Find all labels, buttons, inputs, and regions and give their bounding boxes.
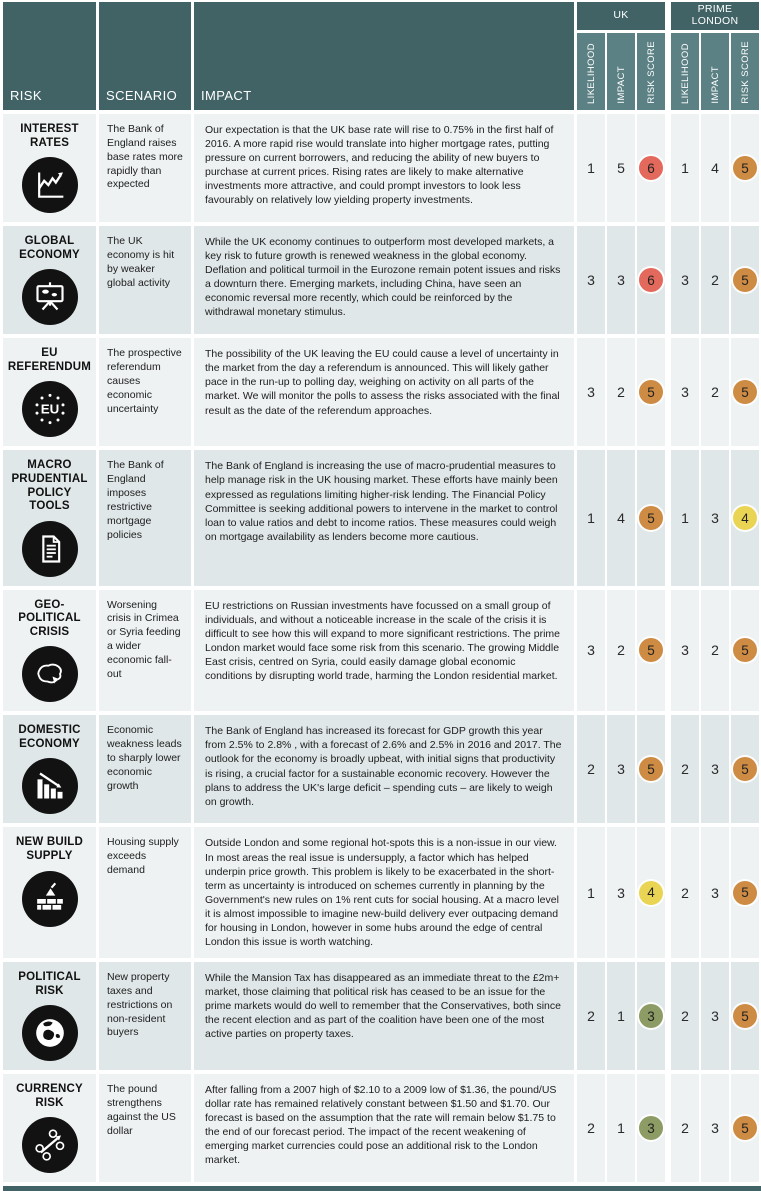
prime-london-risk-score-cell — [731, 114, 759, 222]
prime-london-likelihood-value: 3 — [671, 590, 699, 712]
prime-london-risk-score-badge: 5 — [733, 638, 757, 662]
prime-london-impact-value: 3 — [701, 715, 729, 823]
score-cells — [577, 114, 759, 222]
impact-cell: After falling from a 2007 high of $2.10 to a 2009 low of $1.36, the pound/US dollar rate has remained relatively constant between $1.50 and $1.70. Our forecast is based on the assumption that the rate will remain below $1.75 to the end of our forecast period. The impact of the recent weakening of emerging market currencies could pose an additional risk to the London market. — [194, 1074, 574, 1182]
risk-cell — [3, 962, 96, 1070]
uk-likelihood-value: 2 — [577, 1074, 605, 1182]
prime-london-impact-value: 2 — [701, 590, 729, 712]
uk-risk-score-header: RISK SCORE — [637, 33, 665, 110]
risk-name: EU REFERENDUM — [7, 347, 92, 373]
score-cells — [577, 226, 759, 334]
table-header — [3, 2, 761, 110]
table-row — [3, 226, 761, 334]
uk-subheaders — [577, 33, 665, 110]
table-row — [3, 338, 761, 446]
prime-london-subheaders — [671, 33, 759, 110]
prime-london-risk-score-cell — [731, 715, 759, 823]
prime-london-risk-score-badge: 5 — [733, 380, 757, 404]
prime-london-likelihood-value: 2 — [671, 715, 699, 823]
prime-london-risk-score-cell — [731, 226, 759, 334]
prime-london-impact-value: 2 — [701, 338, 729, 446]
uk-scores — [577, 114, 665, 222]
prime-london-scores — [671, 962, 759, 1070]
bricks-trowel-icon — [22, 871, 78, 927]
scenario-cell: Worsening crisis in Crimea or Syria feeding a wider economic fall-out — [99, 590, 191, 712]
score-cells — [577, 962, 759, 1070]
uk-likelihood-value: 3 — [577, 338, 605, 446]
prime-london-impact-value: 3 — [701, 1074, 729, 1182]
prime-london-scores — [671, 114, 759, 222]
table-row — [3, 450, 761, 585]
score-column-groups — [577, 2, 759, 110]
prime-london-risk-score-badge: 5 — [733, 1116, 757, 1140]
uk-scores — [577, 226, 665, 334]
prime-london-column-group — [671, 2, 759, 110]
uk-risk-score-cell — [637, 114, 665, 222]
prime-london-impact-value: 3 — [701, 827, 729, 958]
column-header-impact — [194, 2, 574, 110]
impact-cell: The possibility of the UK leaving the EU could cause a level of uncertainty in the market from the day a referendum is announced. This will likely gather pace in the run-up to polling day, weighing on activity on all parts of the market. We will monitor the polls to assess the risks associated with the final result as the date of the referendum approaches. — [194, 338, 574, 446]
score-cells — [577, 450, 759, 585]
impact-cell: EU restrictions on Russian investments have focussed on a small group of individuals, and without a noticeable increase in the scale of the crisis it is difficult to see how this will expand to more significant restrictions. The prime London market would face some risk from this scenario. The growing Middle East crisis, centred on Syria, could easily damage global economic conditions by disrupting world trade, harming the London residential market. — [194, 590, 574, 712]
scenario-cell: The UK economy is hit by weaker global activity — [99, 226, 191, 334]
uk-risk-score-badge: 6 — [639, 156, 663, 180]
table-row — [3, 114, 761, 222]
prime-london-likelihood-value: 3 — [671, 226, 699, 334]
prime-london-likelihood-value: 1 — [671, 114, 699, 222]
score-cells — [577, 715, 759, 823]
svg-text:EU: EU — [40, 402, 59, 418]
prime-london-risk-score-header: RISK SCORE — [731, 33, 759, 110]
risk-cell — [3, 114, 96, 222]
uk-risk-score-badge: 5 — [639, 757, 663, 781]
risk-cell — [3, 1074, 96, 1182]
uk-likelihood-value: 2 — [577, 962, 605, 1070]
risk-name: MACRO PRUDENTIAL POLICY TOOLS — [11, 459, 88, 513]
line-chart-icon — [22, 157, 78, 213]
uk-risk-score-cell — [637, 450, 665, 585]
table-body — [3, 114, 761, 1182]
uk-risk-score-cell — [637, 226, 665, 334]
uk-risk-score-cell — [637, 1074, 665, 1182]
prime-london-risk-score-cell — [731, 827, 759, 958]
prime-london-impact-value: 3 — [701, 962, 729, 1070]
prime-london-risk-score-badge: 5 — [733, 156, 757, 180]
risk-cell — [3, 450, 96, 585]
uk-risk-score-badge: 4 — [639, 881, 663, 905]
prime-london-scores — [671, 715, 759, 823]
impact-header-label: IMPACT — [201, 88, 252, 103]
uk-impact-value: 1 — [607, 962, 635, 1070]
scenario-header-label: SCENARIO — [106, 88, 178, 103]
prime-london-risk-score-cell — [731, 590, 759, 712]
uk-group-label: UK — [577, 2, 665, 30]
document-icon — [22, 521, 78, 577]
prime-london-risk-score-cell — [731, 338, 759, 446]
scenario-cell: Economic weakness leads to sharply lower economic growth — [99, 715, 191, 823]
uk-risk-score-cell — [637, 715, 665, 823]
risk-name: POLITICAL RISK — [18, 970, 81, 997]
uk-likelihood-header: LIKELIHOOD — [577, 33, 605, 110]
scenario-cell: The prospective referendum causes economic uncertainty — [99, 338, 191, 446]
currency-arrow-icon — [22, 1117, 78, 1173]
prime-london-risk-score-cell — [731, 962, 759, 1070]
scenario-cell: Housing supply exceeds demand — [99, 827, 191, 958]
prime-london-risk-score-cell — [731, 450, 759, 585]
uk-risk-score-cell — [637, 338, 665, 446]
uk-scores — [577, 715, 665, 823]
prime-london-scores — [671, 827, 759, 958]
prime-london-scores — [671, 450, 759, 585]
uk-scores — [577, 962, 665, 1070]
uk-risk-score-badge: 6 — [639, 268, 663, 292]
footer-bar — [3, 1186, 761, 1191]
impact-cell: Outside London and some regional hot-spots this is a non-issue in our view. In most areas the real issue is undersupply, a factor which has helped underpin price growth. This problem is likely to be exacerbated in the short-term as uncertainty is introduced on schemes currently in planning by the Government's new rules on 1% rent cuts for social housing. At a macro level it is almost impossible to imagine new-build delivery ever outpacing demand for housing in London, however in some hubs around the edge of central London this issue is worth watching. — [194, 827, 574, 958]
risk-header-label: RISK — [10, 88, 42, 103]
prime-london-likelihood-value: 2 — [671, 827, 699, 958]
uk-scores — [577, 827, 665, 958]
uk-impact-value: 3 — [607, 226, 635, 334]
uk-likelihood-value: 1 — [577, 827, 605, 958]
prime-london-risk-score-cell — [731, 1074, 759, 1182]
globe-icon — [22, 1005, 78, 1061]
prime-london-likelihood-value: 2 — [671, 962, 699, 1070]
uk-impact-value: 5 — [607, 114, 635, 222]
uk-scores — [577, 1074, 665, 1182]
scenario-cell: The Bank of England raises base rates more rapidly than expected — [99, 114, 191, 222]
risk-name: CURRENCY RISK — [16, 1083, 83, 1109]
uk-impact-value: 1 — [607, 1074, 635, 1182]
table-row — [3, 827, 761, 958]
prime-london-scores — [671, 590, 759, 712]
uk-risk-score-cell — [637, 962, 665, 1070]
uk-impact-header: IMPACT — [607, 33, 635, 110]
prime-london-risk-score-badge: 5 — [733, 757, 757, 781]
uk-scores — [577, 590, 665, 712]
uk-column-group — [577, 2, 665, 110]
impact-cell: The Bank of England is increasing the use of macro-prudential measures to help manage risk in the UK housing market. These efforts have mainly been expressed as regulations limiting higher-risk lending. The Financial Policy Committee is seeking additional powers to intervene in the market to control loan to value ratios and debt to income ratios. These measures could weigh on mortgage availability as lenders become more cautious. — [194, 450, 574, 585]
uk-impact-value: 3 — [607, 715, 635, 823]
uk-risk-score-cell — [637, 827, 665, 958]
prime-london-likelihood-value: 1 — [671, 450, 699, 585]
risk-name: NEW BUILD SUPPLY — [16, 836, 83, 862]
falling-chart-icon — [22, 758, 78, 814]
column-header-scenario — [99, 2, 191, 110]
column-header-risk — [3, 2, 96, 110]
prime-london-scores — [671, 1074, 759, 1182]
uk-likelihood-value: 1 — [577, 450, 605, 585]
risk-cell — [3, 827, 96, 958]
score-cells — [577, 1074, 759, 1182]
impact-cell: While the Mansion Tax has disappeared as an immediate threat to the £2m+ market, those claiming that political risk has ceased to be an issue for the prime markets would do well to remember that the Conservatives, both since the recent election and as part of the coalition have been one of the most active parties on property taxes. — [194, 962, 574, 1070]
prime-london-risk-score-badge: 5 — [733, 268, 757, 292]
prime-london-group-label: PRIME LONDON — [671, 2, 759, 30]
prime-london-likelihood-value: 3 — [671, 338, 699, 446]
uk-scores — [577, 338, 665, 446]
impact-cell: The Bank of England has increased its forecast for GDP growth this year from 2.5% to 2.8% , with a forecast of 2.6% and 2.5% in 2016 and 2017. The outlook for the economy is broadly upbeat, with initial signs that productivity is rising, a crucial factor for a sustainable economic recovery. However the plans to address the UK's large deficit – spending cuts – are likely to weigh on growth. — [194, 715, 574, 823]
prime-london-scores — [671, 338, 759, 446]
prime-london-impact-header: IMPACT — [701, 33, 729, 110]
risk-cell — [3, 226, 96, 334]
risk-name: GEO-POLITICAL CRISIS — [18, 598, 81, 638]
risk-name: GLOBAL ECONOMY — [19, 235, 80, 261]
scenario-cell: The Bank of England imposes restrictive mortgage policies — [99, 450, 191, 585]
scenario-cell: New property taxes and restrictions on non-resident buyers — [99, 962, 191, 1070]
world-map-icon — [22, 646, 78, 702]
prime-london-risk-score-badge: 4 — [733, 506, 757, 530]
table-row — [3, 715, 761, 823]
uk-likelihood-value: 3 — [577, 590, 605, 712]
uk-risk-score-badge: 5 — [639, 380, 663, 404]
uk-risk-score-badge: 3 — [639, 1116, 663, 1140]
prime-london-likelihood-header: LIKELIHOOD — [671, 33, 699, 110]
uk-likelihood-value: 3 — [577, 226, 605, 334]
table-row — [3, 590, 761, 712]
risk-cell — [3, 590, 96, 712]
risk-name: INTEREST RATES — [20, 123, 79, 149]
risk-name: DOMESTIC ECONOMY — [18, 724, 81, 750]
uk-scores — [577, 450, 665, 585]
impact-cell: While the UK economy continues to outperform most developed markets, a key risk to future growth is renewed weakness in the global economy. Deflation and political turmoil in the Eurozone remain potent issues and risks a downturn there. Emerging markets, including China, have seen an economic reversal more recently, which could be reinforced by the withdrawal monetary stimulus. — [194, 226, 574, 334]
prime-london-impact-value: 4 — [701, 114, 729, 222]
uk-impact-value: 4 — [607, 450, 635, 585]
impact-cell: Our expectation is that the UK base rate will rise to 0.75% in the first half of 2016. A more rapid rise would translate into higher mortgage rates, putting pressure on current borrowers, and reducing the ability of new buyers to purchase at current prices. Rising rates are likely to make alternative investments more attractive, and could prompt investors to look less favourably on relatively low yielding property investments. — [194, 114, 574, 222]
uk-risk-score-cell — [637, 590, 665, 712]
table-row — [3, 962, 761, 1070]
prime-london-scores — [671, 226, 759, 334]
uk-risk-score-badge: 5 — [639, 506, 663, 530]
prime-london-impact-value: 2 — [701, 226, 729, 334]
presentation-map-icon — [22, 269, 78, 325]
score-cells — [577, 338, 759, 446]
prime-london-impact-value: 3 — [701, 450, 729, 585]
uk-risk-score-badge: 3 — [639, 1004, 663, 1028]
scenario-cell: The pound strengthens against the US dollar — [99, 1074, 191, 1182]
risk-cell — [3, 338, 96, 446]
uk-impact-value: 2 — [607, 590, 635, 712]
prime-london-likelihood-value: 2 — [671, 1074, 699, 1182]
uk-likelihood-value: 1 — [577, 114, 605, 222]
score-cells — [577, 590, 759, 712]
uk-likelihood-value: 2 — [577, 715, 605, 823]
prime-london-risk-score-badge: 5 — [733, 881, 757, 905]
score-cells — [577, 827, 759, 958]
uk-impact-value: 2 — [607, 338, 635, 446]
uk-risk-score-badge: 5 — [639, 638, 663, 662]
prime-london-risk-score-badge: 5 — [733, 1004, 757, 1028]
table-row — [3, 1074, 761, 1182]
uk-impact-value: 3 — [607, 827, 635, 958]
eu-stars-icon — [22, 381, 78, 437]
risk-cell — [3, 715, 96, 823]
